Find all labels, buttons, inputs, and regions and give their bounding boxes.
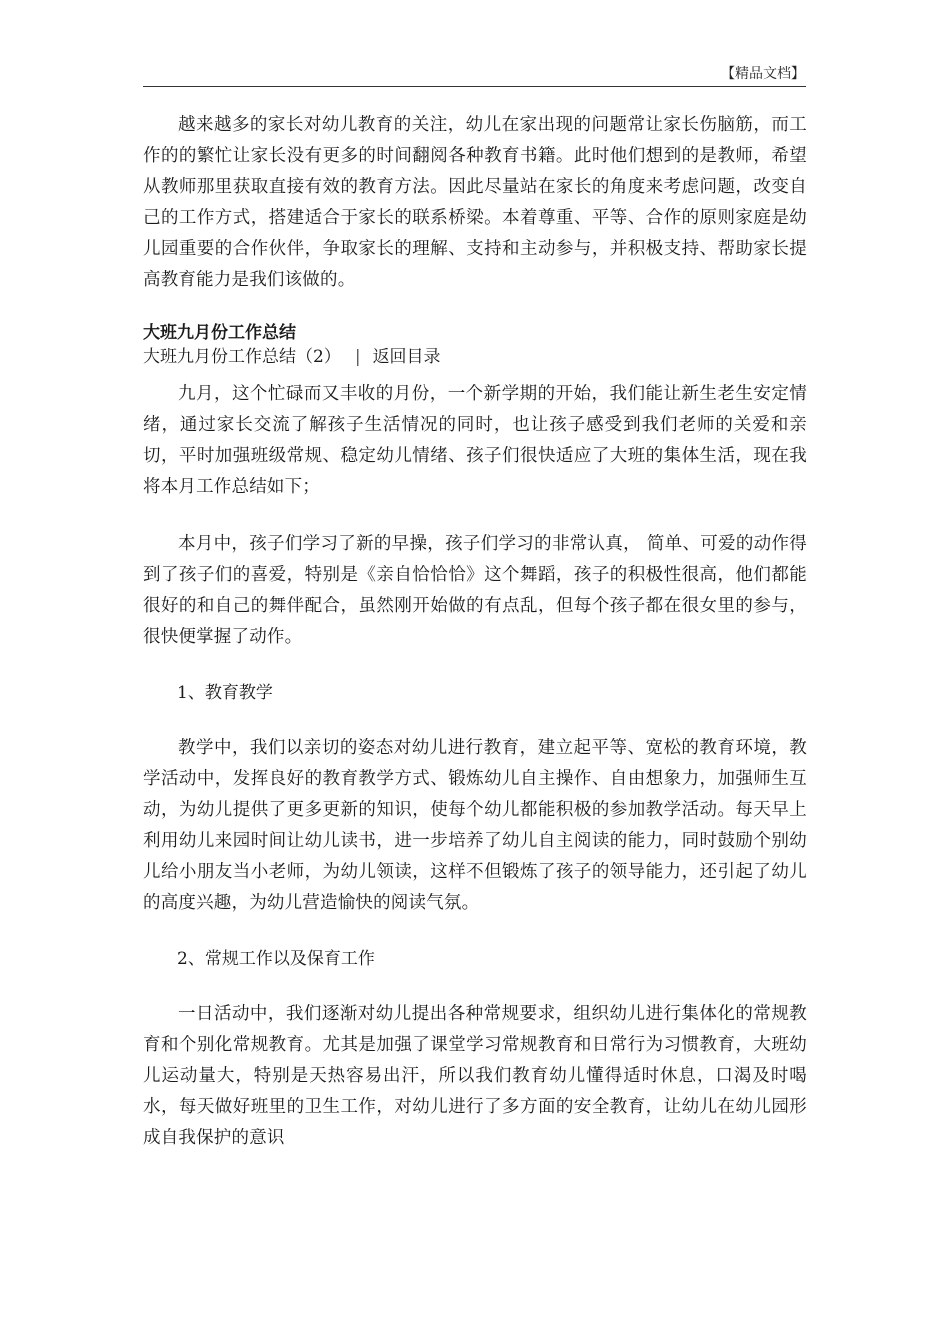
spacer: [143, 503, 807, 529]
section-subtitle: 大班九月份工作总结（2）: [143, 347, 341, 367]
body-paragraph: 本月中，孩子们学习了新的早操，孩子们学习的非常认真， 简单、可爱的动作得到了孩子们的喜爱，特别是《亲自恰恰恰》这个舞蹈，孩子的积极性很高，他们都能很好的和自己的舞伴配合，虽然刚开始做的有点乱，但每个孩子都在很女里的参与，很快便掌握了动作。: [143, 534, 807, 647]
item-heading-routine: 2、常规工作以及保育工作: [177, 949, 375, 969]
section-subtitle-line: [143, 345, 807, 369]
spacer: [143, 973, 807, 999]
spacer: [143, 919, 807, 945]
body-paragraph: 九月，这个忙碌而又丰收的月份，一个新学期的开始，我们能让新生老生安定情绪，通过家长交流了解孩子生活情况的同时，也让孩子感受到我们老师的关爱和亲切，平时加强班级常规、稳定幼儿情绪、孩子们很快适应了大班的集体生活，现在我将本月工作总结如下；: [143, 384, 807, 497]
spacer: [143, 296, 807, 322]
document-body: [143, 110, 807, 1154]
item-heading-teaching: 1、教育教学: [177, 683, 273, 703]
spacer: [143, 707, 807, 733]
subtitle-separator: |: [354, 347, 361, 367]
back-to-contents-link[interactable]: 返回目录: [372, 347, 441, 367]
body-paragraph: 一日活动中，我们逐渐对幼儿提出各种常规要求，组织幼儿进行集体化的常规教育和个别化常规教育。尤其是加强了课堂学习常规教育和日常行为习惯教育，大班幼儿运动量大，特别是天热容易出汗，所以我们教育幼儿懂得适时休息，口渴及时喝水，每天做好班里的卫生工作，对幼儿进行了多方面的安全教育，让幼儿在幼儿园形成自我保护的意识: [143, 1004, 807, 1148]
header-tag: 【精品文档】: [721, 66, 805, 82]
spacer: [143, 369, 807, 379]
spacer: [143, 653, 807, 679]
header-divider: [143, 86, 806, 87]
intro-paragraph: 越来越多的家长对幼儿教育的关注，幼儿在家出现的问题常让家长伤脑筋，而工作的的繁忙让家长没有更多的时间翻阅各种教育书籍。此时他们想到的是教师，希望从教师那里获取直接有效的教育方法。因此尽量站在家长的角度来考虑问题，改变自己的工作方式，搭建适合于家长的联系桥梁。本着尊重、平等、合作的原则家庭是幼儿园重要的合作伙伴，争取家长的理解、支持和主动参与，并积极支持、帮助家长提高教育能力是我们该做的。: [143, 115, 807, 290]
section-title: 大班九月份工作总结: [143, 323, 296, 343]
body-paragraph: 教学中，我们以亲切的姿态对幼儿进行教育，建立起平等、宽松的教育环境，教学活动中，发挥良好的教育教学方式、锻炼幼儿自主操作、自由想象力，加强师生互动，为幼儿提供了更多更新的知识，使每个幼儿都能积极的参加教学活动。每天早上利用幼儿来园时间让幼儿读书，进一步培养了幼儿自主阅读的能力，同时鼓励个别幼儿给小朋友当小老师，为幼儿领读，这样不但锻炼了孩子的领导能力，还引起了幼儿的高度兴趣，为幼儿营造愉快的阅读气氛。: [143, 738, 807, 913]
